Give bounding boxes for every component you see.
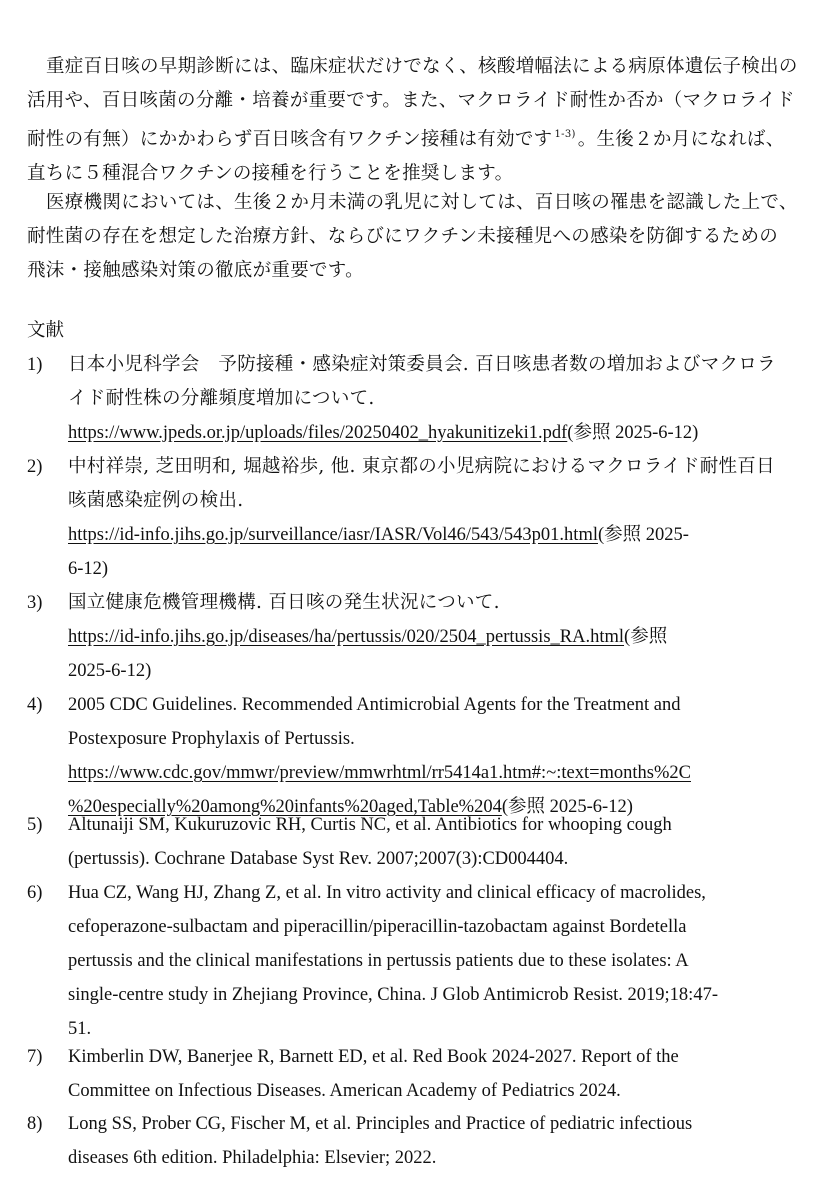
paragraph-line: 耐性菌の存在を想定した治療方針、ならびにワクチン未接種児への感染を防御するための bbox=[27, 226, 779, 247]
reference-line: 2005 CDC Guidelines. Recommended Antimicrobial Agents for the Treatment and bbox=[68, 695, 681, 715]
reference-line bbox=[68, 756, 691, 790]
reference-accessed-date: (参照 2025-6-12) bbox=[567, 423, 699, 443]
reference-line: diseases 6th edition. Philadelphia: Elsevier; 2022. bbox=[68, 1148, 437, 1168]
reference-number: 6) bbox=[27, 883, 43, 903]
reference-url-link[interactable]: https://id-info.jihs.go.jp/diseases/ha/pertussis/020/2504_pertussis_RA.html bbox=[68, 627, 625, 647]
reference-number: 4) bbox=[27, 695, 43, 715]
reference-number: 2) bbox=[27, 457, 43, 477]
reference-line: 51. bbox=[68, 1019, 92, 1039]
citation-superscript: 1-3) bbox=[554, 129, 576, 140]
paragraph-line: 耐性の有無）にかかわらず百日咳含有ワクチン接種は有効です bbox=[27, 129, 553, 150]
reference-url-link[interactable]: https://id-info.jihs.go.jp/surveillance/iasr/IASR/Vol46/543/543p01.html bbox=[68, 525, 598, 545]
reference-url-link[interactable]: https://www.jpeds.or.jp/uploads/files/20250402_hyakunitizeki1.pdf bbox=[68, 423, 568, 443]
reference-line: 中村祥崇, 芝田明和, 堀越裕歩, 他. 東京都の小児病院におけるマクロライド耐性百日 bbox=[68, 456, 775, 477]
reference-url-link[interactable]: https://www.cdc.gov/mmwr/preview/mmwrhtml/rr5414a1.htm#:~:text=months%2C bbox=[68, 763, 691, 783]
references-heading: 文献 bbox=[27, 320, 65, 341]
reference-number: 8) bbox=[27, 1114, 43, 1134]
reference-url-link[interactable]: %20especially%20among%20infants%20aged,Table%204 bbox=[68, 797, 502, 817]
reference-number: 7) bbox=[27, 1047, 43, 1067]
reference-line: 6-12) bbox=[68, 559, 109, 579]
reference-line: Postexposure Prophylaxis of Pertussis. bbox=[68, 729, 355, 749]
reference-line bbox=[68, 620, 667, 654]
paragraph-line: 活用や、百日咳菌の分離・培養が重要です。また、マクロライド耐性か否か（マクロライド bbox=[27, 90, 795, 111]
reference-line: 咳菌感染症例の検出. bbox=[68, 490, 244, 511]
reference-number: 5) bbox=[27, 815, 43, 835]
reference-accessed-date: (参照 2025- bbox=[597, 525, 689, 545]
paragraph-line: 。生後２か月になれば、 bbox=[577, 129, 785, 150]
reference-number: 3) bbox=[27, 593, 43, 613]
paragraph-line: 重症百日咳の早期診断には、臨床症状だけでなく、核酸増幅法による病原体遺伝子検出の bbox=[46, 56, 798, 77]
paragraph-line: 直ちに５種混合ワクチンの接種を行うことを推奨します。 bbox=[27, 163, 514, 184]
reference-accessed-date: (参照 bbox=[624, 627, 668, 647]
reference-line: Altunaiji SM, Kukuruzovic RH, Curtis NC, et al. Antibiotics for whooping cough bbox=[68, 815, 672, 835]
reference-line: pertussis and the clinical manifestations in pertussis patients due to these isolates: A bbox=[68, 951, 689, 971]
reference-line: single-centre study in Zhejiang Province, China. J Glob Antimicrob Resist. 2019;18:47- bbox=[68, 985, 718, 1005]
paragraph-line: 医療機関においては、生後２か月未満の乳児に対しては、百日咳の罹患を認識した上で、 bbox=[46, 192, 798, 213]
reference-line: (pertussis). Cochrane Database Syst Rev. 2007;2007(3):CD004404. bbox=[68, 849, 569, 869]
reference-line bbox=[68, 518, 689, 552]
reference-number: 1) bbox=[27, 355, 43, 375]
reference-line: 国立健康危機管理機構. 百日咳の発生状況について. bbox=[68, 592, 500, 613]
reference-accessed-date: (参照 2025-6-12) bbox=[501, 797, 633, 817]
reference-line: Committee on Infectious Diseases. American Academy of Pediatrics 2024. bbox=[68, 1081, 621, 1101]
reference-line: Kimberlin DW, Banerjee R, Barnett ED, et al. Red Book 2024-2027. Report of the bbox=[68, 1047, 679, 1067]
reference-line: イド耐性株の分離頻度増加について. bbox=[68, 388, 375, 409]
reference-line bbox=[68, 416, 698, 450]
reference-line: Long SS, Prober CG, Fischer M, et al. Principles and Practice of pediatric infectious bbox=[68, 1114, 693, 1134]
paragraph-line: 飛沫・接触感染対策の徹底が重要です。 bbox=[27, 260, 364, 281]
reference-line: 日本小児科学会 予防接種・感染症対策委員会. 百日咳患者数の増加およびマクロラ bbox=[68, 354, 776, 375]
reference-line: Hua CZ, Wang HJ, Zhang Z, et al. In vitro activity and clinical efficacy of macrolides, bbox=[68, 883, 706, 903]
reference-line: 2025-6-12) bbox=[68, 661, 152, 681]
reference-line: cefoperazone-sulbactam and piperacillin/piperacillin-tazobactam against Bordetella bbox=[68, 917, 687, 937]
